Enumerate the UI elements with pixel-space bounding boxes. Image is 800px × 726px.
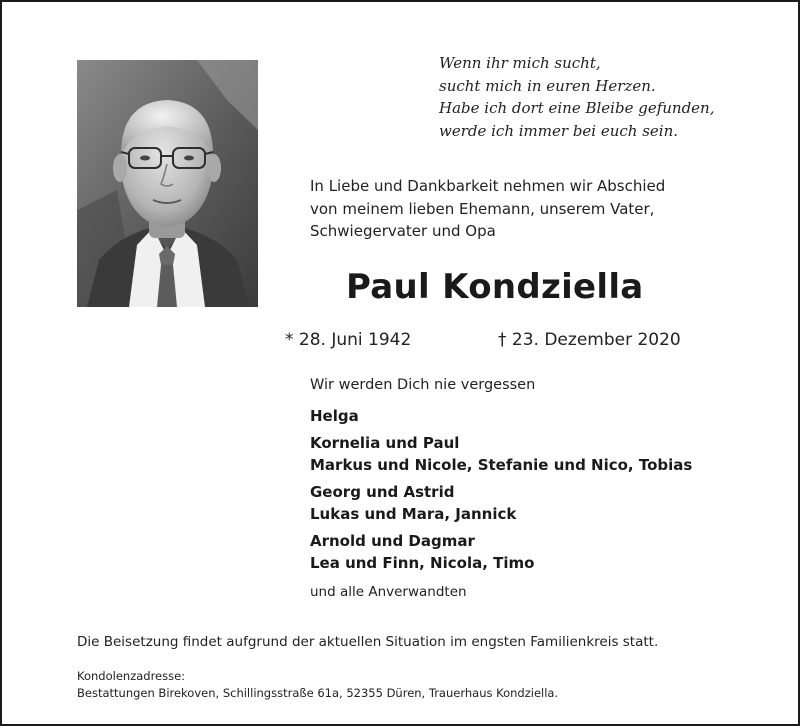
condolence-address-text: Bestattungen Birekoven, Schillingsstraße 61a, 52355 Düren, Trauerhaus Kondziella. [77, 686, 559, 700]
poem [439, 52, 714, 142]
mourner-line: Lukas und Mara, Jannick [310, 505, 517, 523]
mourner-line: Helga [310, 407, 359, 425]
mourner-group [310, 530, 692, 574]
mourner-line: Arnold und Dagmar [310, 532, 475, 550]
relatives-line: und alle Anverwandten [310, 584, 467, 600]
death-date: † 23. Dezember 2020 [498, 330, 681, 350]
funeral-note: Die Beisetzung findet aufgrund der aktuellen Situation im engsten Familienkreis statt. [77, 634, 659, 650]
intro-line: In Liebe und Dankbarkeit nehmen wir Abschied [310, 177, 666, 195]
portrait-photo-icon [77, 60, 258, 307]
intro-line: Schwiegervater und Opa [310, 222, 496, 240]
intro-text [310, 175, 665, 243]
portrait-photo [77, 60, 258, 307]
poem-line: sucht mich in euren Herzen. [439, 76, 656, 95]
birth-date: * 28. Juni 1942 [285, 330, 412, 350]
mourners-list [310, 405, 692, 579]
poem-line: Habe ich dort eine Bleibe gefunden, [439, 99, 715, 117]
deceased-name: Paul Kondziella [346, 267, 644, 307]
poem-line: werde ich immer bei euch sein. [439, 121, 679, 140]
mourner-line: Lea und Finn, Nicola, Timo [310, 554, 535, 572]
mourner-line: Georg und Astrid [310, 483, 455, 501]
intro-line: von meinem lieben Ehemann, unserem Vater, [310, 199, 655, 218]
poem-line: Wenn ihr mich sucht, [439, 54, 601, 72]
condolence-address [77, 668, 558, 702]
mourner-group [310, 432, 692, 476]
mourner-line: Kornelia und Paul [310, 434, 460, 452]
mourners-intro: Wir werden Dich nie vergessen [310, 377, 536, 393]
condolence-label: Kondolenzadresse: [77, 669, 186, 683]
mourner-group [310, 405, 692, 427]
mourner-group [310, 481, 692, 525]
mourner-line: Markus und Nicole, Stefanie und Nico, Tobias [310, 456, 693, 474]
